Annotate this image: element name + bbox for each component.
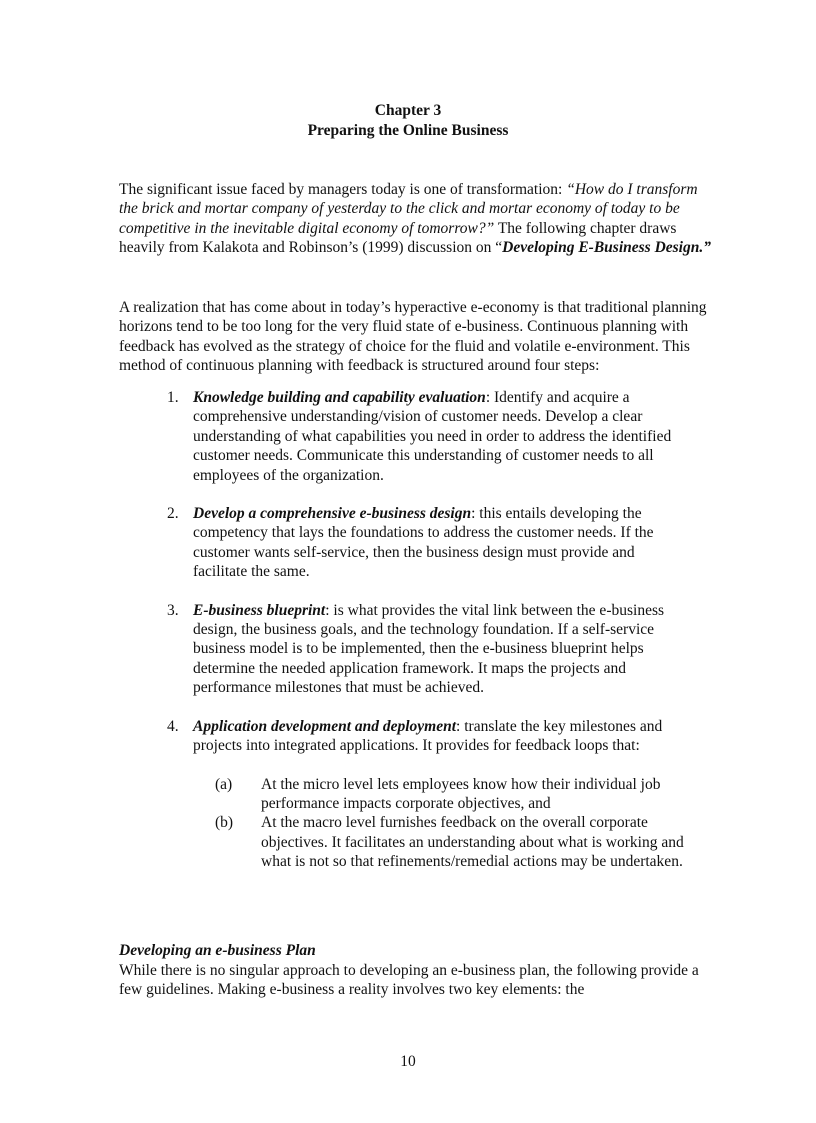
planning-paragraph: A realization that has come about in today’s hyperactive e-economy is that traditional planning horizons tend to be too long for the very fluid state of e-business. Continuous planning with feedback has evolved as the strategy of choice for the fluid and volatile e-environment. This method of continuous planning with feedback is structured around four steps: [119,299,707,375]
step-number: 4. [167,717,179,735]
sub-item-text: At the micro level lets employees know how their individual job performance impacts corporate objectives, and [261,775,661,812]
intro-text-before: The significant issue faced by managers today is one of transformation: [119,181,567,198]
sub-item-label: (b) [215,814,234,832]
section-heading: Developing an e-business Plan [119,942,316,959]
step-text: : translate the key milestones and projects into integrated applications. It provides for feedback loops that: [193,717,663,755]
page-number: 10 [400,1053,416,1070]
intro-question: “How do I transform the brick and mortar company of yesterday to the click and mortar economy of today to be competitive in the inevitable digital economy of tomorrow?” [119,181,698,237]
sub-item-text: At the macro level furnishes feedback on the overall corporate objectives. It facilitates an understanding about what is working and what is not so that refinements/remedial actions may be undertaken. [261,814,684,871]
steps-list [167,388,687,891]
chapter-title-block [0,101,816,141]
step-number: 2. [167,505,179,523]
sub-item [193,775,687,814]
step-term: Application development and deployment [193,717,457,735]
step-item [167,388,687,485]
sub-item [193,813,687,871]
step-text: : this entails developing the competency that lays the foundations to address the customer needs. If the customer wants self-service, then the business design must provide and facilitate the same. [193,505,654,581]
feedback-loops-list [193,775,687,872]
step-term: E-business blueprint [193,601,326,619]
chapter-number: Chapter 3 [374,102,442,119]
step-item [167,601,687,698]
step-number: 3. [167,601,179,619]
intro-paragraph [119,180,719,258]
chapter-title: Preparing the Online Business [307,122,509,139]
step-number: 1. [167,389,179,406]
intro-reference-title: Developing E-Business Design.” [502,239,711,257]
step-text: : Identify and acquire a comprehensive understanding/vision of customer needs. Develop a clear understanding of what capabilities you need in order to address the identified customer needs. Communicate this understanding of customer needs to all employees of the organization. [193,389,672,484]
step-term: Knowledge building and capability evaluation [193,389,486,406]
section-paragraph: While there is no singular approach to developing an e-business plan, the following provide a few guidelines. Making e-business a reality involves two key elements: the [119,962,699,999]
step-item [167,717,687,872]
step-term: Develop a comprehensive e-business design [193,505,472,523]
intro-text-after: The following chapter draws heavily from Kalakota and Robinson’s (1999) discussion on “ [119,219,677,257]
sub-item-label: (a) [215,775,233,793]
step-text: : is what provides the vital link between the e-business design, the business goals, and the technology foundation. If a self-service business model is to be implemented, then the e-business blueprint helps determine the needed application framework. It maps the projects and performance milestones that must be achieved. [193,601,665,697]
step-item [167,504,687,582]
